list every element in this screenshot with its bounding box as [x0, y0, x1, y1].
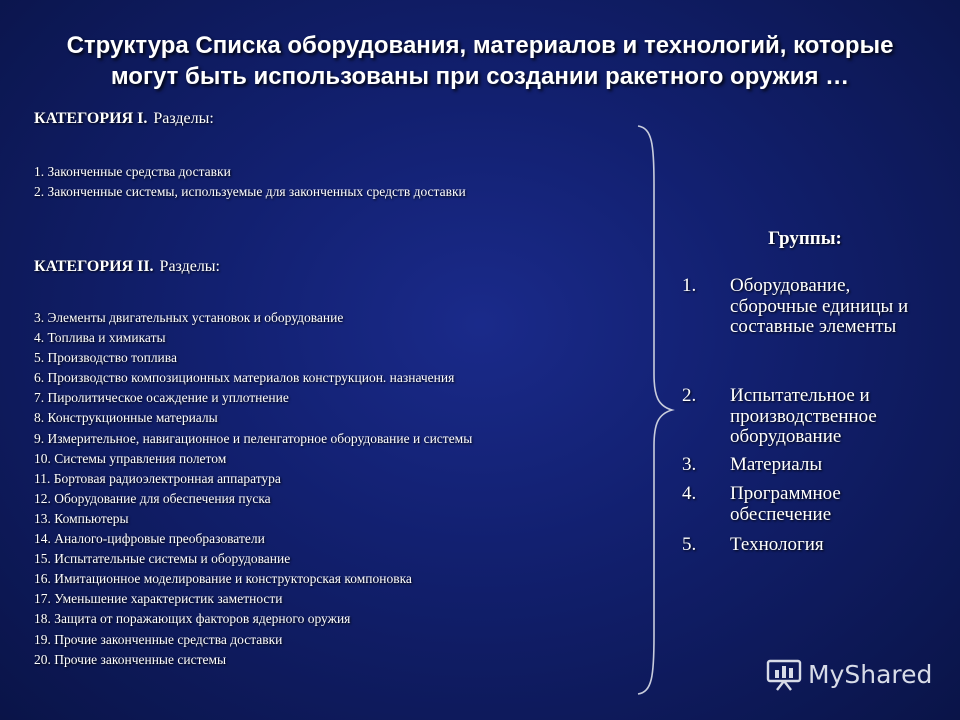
- group-item-number: 3.: [682, 454, 697, 475]
- section-item: 20. Прочие законченные системы: [34, 651, 227, 667]
- slide-title: [0, 30, 960, 92]
- section-item: 6. Производство композиционных материалов конструкцион. назначения: [34, 370, 455, 386]
- section-item: 13. Компьютеры: [34, 510, 129, 526]
- section-item: 3. Элементы двигательных установок и оборудование: [34, 310, 344, 325]
- section-item: 16. Имитационное моделирование и конструкторская компоновка: [34, 571, 412, 587]
- section-item: 2. Законченные системы, используемые для законченных средств доставки: [34, 184, 466, 200]
- section-item: 14. Аналого-цифровые преобразователи: [34, 531, 265, 547]
- section-item: 10. Системы управления полетом: [34, 450, 227, 466]
- group-item-text: Оборудование, сборочные единицы и составные элементы: [730, 275, 909, 337]
- category-1-label: КАТЕГОРИЯ I.: [34, 110, 148, 127]
- myshared-logo[interactable]: [766, 654, 932, 694]
- group-item-text: Испытательное и производственное оборудование: [730, 385, 877, 447]
- section-item: 12. Оборудование для обеспечения пуска: [34, 490, 271, 506]
- category-1-sub: Разделы:: [153, 110, 214, 127]
- group-item-text: Программное обеспечение: [730, 483, 841, 525]
- section-item: 4. Топлива и химикаты: [34, 330, 166, 346]
- group-item-number: 2.: [682, 385, 697, 406]
- group-item-number: 1.: [682, 275, 697, 296]
- slide-title-line-2: могут быть использованы при создании ракетного оружия …: [110, 63, 850, 90]
- section-item: 7. Пиролитическое осаждение и уплотнение: [34, 390, 289, 406]
- section-item: 9. Измерительное, навигационное и пеленгаторное оборудование и системы: [34, 430, 473, 446]
- category-2-list: [34, 308, 472, 670]
- curly-brace-icon: [636, 124, 676, 696]
- section-item: 17. Уменьшение характеристик заметности: [34, 591, 283, 607]
- group-item-text: Материалы: [730, 454, 823, 475]
- section-item: 18. Защита от поражающих факторов ядерного оружия: [34, 611, 351, 627]
- group-item-number: 5.: [682, 534, 697, 555]
- section-item: 15. Испытательные системы и оборудование: [34, 551, 291, 567]
- section-item: 11. Бортовая радиоэлектронная аппаратура: [34, 470, 281, 486]
- groups-title: Группы:: [768, 228, 842, 249]
- category-2-sub: Разделы:: [159, 258, 220, 275]
- presentation-board-icon: [766, 657, 802, 691]
- section-item: 8. Конструкционные материалы: [34, 410, 218, 426]
- section-item: 19. Прочие законченные средства доставки: [34, 631, 283, 647]
- category-1-list: [34, 162, 466, 202]
- category-2-label: КАТЕГОРИЯ II.: [34, 258, 154, 275]
- group-item-number: 4.: [682, 483, 697, 504]
- slide-title-line-1: Структура Списка оборудования, материалов и технологий, которые: [66, 32, 894, 59]
- category-1-heading: [34, 110, 214, 128]
- logo-text: MyShared: [808, 659, 933, 689]
- section-item: 1. Законченные средства доставки: [34, 164, 231, 179]
- group-item-text: Технология: [730, 534, 824, 555]
- category-2-heading: [34, 258, 220, 276]
- section-item: 5. Производство топлива: [34, 350, 177, 366]
